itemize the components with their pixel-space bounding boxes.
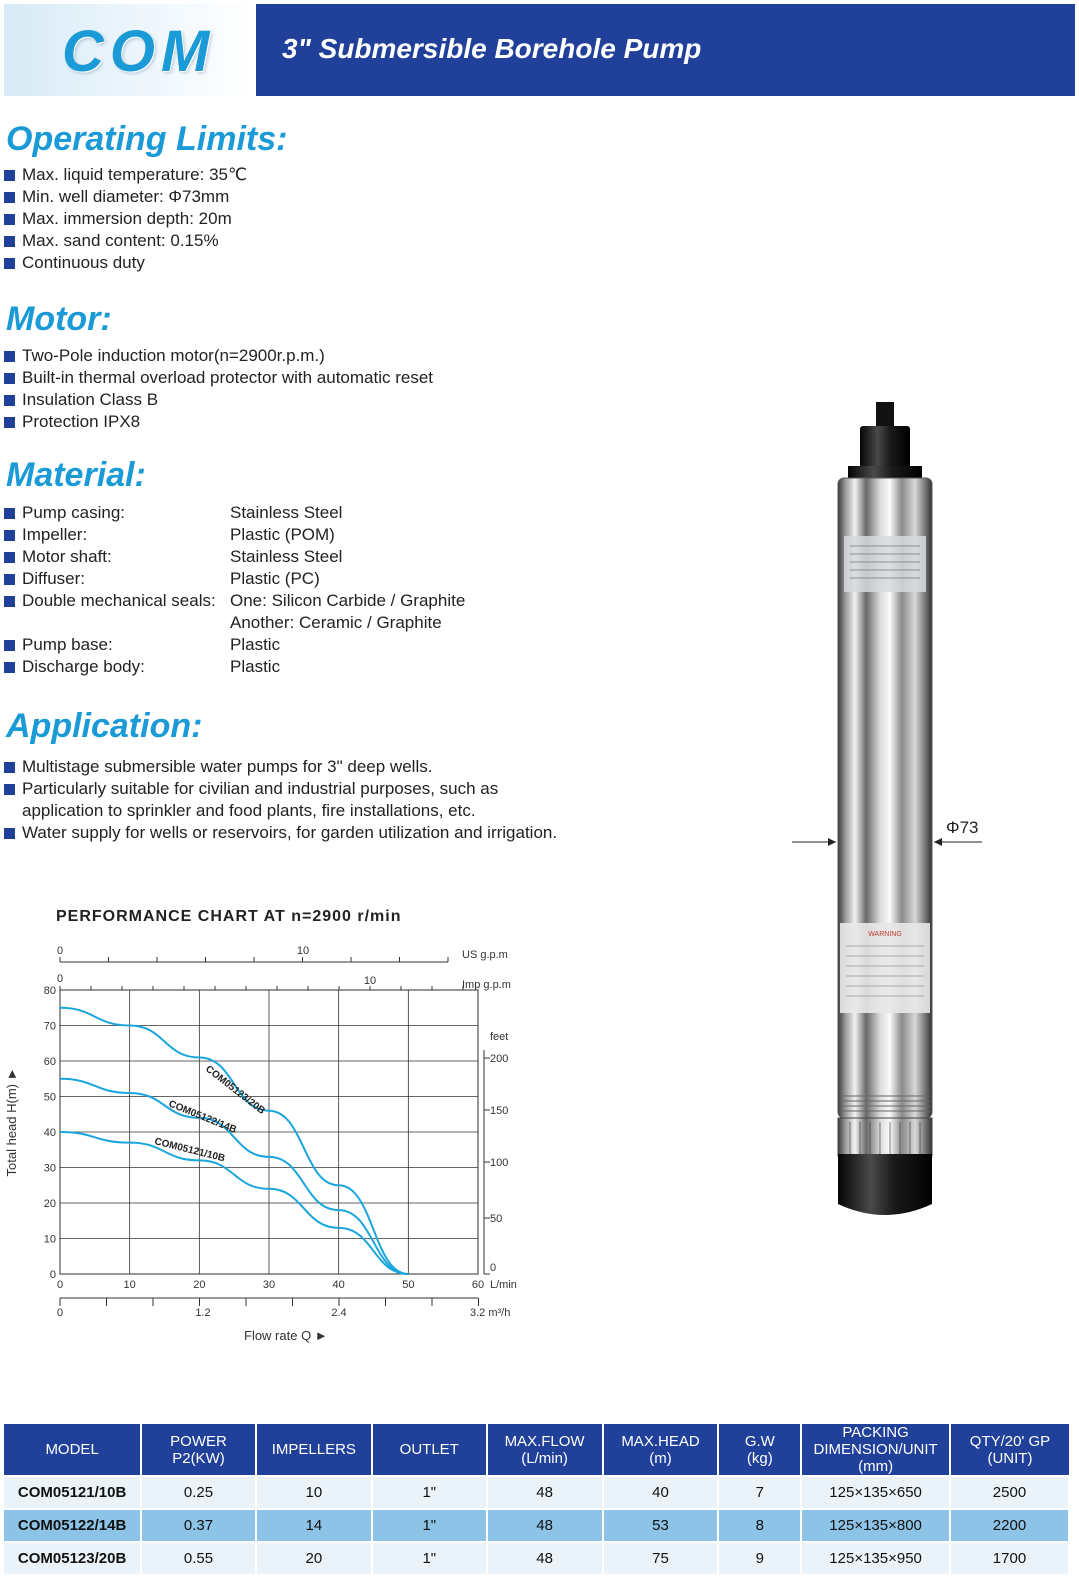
- y-tick-label: 50: [43, 1091, 56, 1104]
- table-cell: 48: [487, 1542, 603, 1574]
- col-header-max-flow: MAX.FLOW (L/min): [487, 1424, 603, 1476]
- x-tick-label: 40: [332, 1279, 345, 1291]
- table-cell: 20: [256, 1542, 372, 1574]
- table-cell: COM05122/14B: [4, 1509, 141, 1542]
- table-cell: 1700: [950, 1542, 1069, 1574]
- y-tick-label: 70: [43, 1020, 56, 1033]
- col-header-impellers: IMPELLERS: [256, 1424, 372, 1476]
- series-label: COM05122/14B: [166, 1098, 239, 1136]
- series-label: COM05121/10B: [153, 1136, 227, 1165]
- list-item: Water supply for wells or reservoirs, for garden utilization and irrigation.: [4, 822, 557, 844]
- table-cell: 40: [603, 1476, 719, 1509]
- x-axis-title: Flow rate Q ►: [244, 1328, 328, 1343]
- pump-base: [838, 1154, 932, 1215]
- x-unit-label: L/min: [490, 1279, 517, 1291]
- col-header-gw: G.W (kg): [718, 1424, 801, 1476]
- m3h-label: 3.2 m³/h: [470, 1307, 511, 1319]
- table-cell: 1": [372, 1509, 487, 1542]
- y-tick-label: 30: [43, 1162, 56, 1175]
- feet-tick-label: 200: [490, 1053, 509, 1065]
- top-cap: [860, 426, 910, 468]
- table-row: [4, 1476, 1069, 1509]
- motor-title: Motor:: [6, 300, 112, 338]
- col-header-max-head: MAX.HEAD (m): [603, 1424, 719, 1476]
- table-cell: 1": [372, 1476, 487, 1509]
- application-title: Application:: [6, 707, 203, 745]
- warning-text: WARNING: [868, 931, 902, 938]
- col-header-outlet: OUTLET: [372, 1424, 487, 1476]
- material-label: Discharge body:: [22, 657, 145, 676]
- chart-labels: [153, 1064, 267, 1165]
- imp-gpm-tick-label: 0: [56, 973, 64, 985]
- us-gpm-label: US g.p.m: [462, 949, 508, 961]
- feet-tick-label: 100: [490, 1157, 509, 1169]
- table-row: [4, 1509, 1069, 1542]
- col-header-qty: QTY/20' GP (UNIT): [950, 1424, 1069, 1476]
- list-item: Two-Pole induction motor(n=2900r.p.m.): [4, 345, 433, 367]
- table-row: [4, 1542, 1069, 1574]
- material-label: Pump casing:: [22, 503, 125, 522]
- diameter-label: Φ73: [946, 818, 979, 837]
- table-cell: COM05123/20B: [4, 1542, 141, 1574]
- material-row: [4, 590, 564, 612]
- material-value: One: Silicon Carbide / Graphite: [230, 591, 466, 610]
- operating-limits-title: Operating Limits:: [6, 120, 288, 158]
- y-tick-label: 80: [43, 985, 56, 997]
- intake-screen: [838, 1118, 932, 1156]
- feet-tick-label: 150: [490, 1105, 509, 1117]
- brand-logo: [4, 4, 254, 96]
- chart-series: [60, 1008, 408, 1274]
- material-row: [4, 656, 564, 678]
- table-cell: 0.25: [141, 1476, 255, 1509]
- chart-axes: [4, 945, 517, 1343]
- list-item: Max. sand content: 0.15%: [4, 230, 247, 252]
- x-tick-label: 10: [123, 1279, 136, 1291]
- motor-list: [4, 345, 433, 433]
- table-cell: 10: [256, 1476, 372, 1509]
- table-cell: 7: [718, 1476, 801, 1509]
- m3h-tick-label: 2.4: [331, 1307, 347, 1319]
- list-item: application to sprinkler and food plants, fire installations, etc.: [22, 801, 476, 820]
- us-gpm-tick-label: 10: [296, 945, 310, 957]
- cable-connector: [876, 402, 894, 428]
- list-item: Max. immersion depth: 20m: [4, 208, 247, 230]
- material-list: [4, 502, 564, 678]
- material-label: Pump base:: [22, 635, 113, 654]
- material-title: Material:: [6, 456, 146, 494]
- col-header-power: POWER P2(KW): [141, 1424, 255, 1476]
- us-gpm-tick-label: 0: [56, 945, 64, 957]
- table-cell: 9: [718, 1542, 801, 1574]
- material-row: [4, 502, 564, 524]
- table-cell: 1": [372, 1542, 487, 1574]
- material-value: Another: Ceramic / Graphite: [230, 613, 442, 632]
- material-row: [4, 612, 564, 634]
- col-header-packing: PACKING DIMENSION/UNIT (mm): [801, 1424, 950, 1476]
- pump-image: [780, 396, 1000, 1226]
- chart-grid: [60, 990, 478, 1274]
- feet-tick-label: 0: [490, 1262, 497, 1274]
- list-item: Min. well diameter: Φ73mm: [4, 186, 247, 208]
- material-value: Plastic: [230, 635, 281, 654]
- y-tick-label: 0: [49, 1269, 56, 1281]
- material-label: Diffuser:: [22, 569, 85, 588]
- table-cell: 8: [718, 1509, 801, 1542]
- x-tick-label: 50: [402, 1279, 415, 1291]
- nameplate-label: [844, 536, 926, 592]
- table-cell: 48: [487, 1476, 603, 1509]
- y-tick-label: 20: [43, 1198, 56, 1210]
- imp-gpm-tick-label: 10: [363, 975, 377, 987]
- m3h-tick-label: 1.2: [195, 1307, 211, 1319]
- material-value: Plastic (PC): [230, 569, 320, 588]
- material-value: Stainless Steel: [230, 503, 343, 522]
- y-tick-label: 60: [43, 1056, 56, 1068]
- material-label: Motor shaft:: [22, 547, 112, 566]
- table-cell: 48: [487, 1509, 603, 1542]
- y-tick-label: 40: [43, 1127, 56, 1139]
- material-row: [4, 524, 564, 546]
- table-cell: 0.37: [141, 1509, 255, 1542]
- x-tick-label: 0: [56, 1279, 64, 1291]
- table-cell: COM05121/10B: [4, 1476, 141, 1509]
- material-row: [4, 634, 564, 656]
- series-label: COM05123/20B: [203, 1063, 267, 1117]
- list-item: Insulation Class B: [4, 389, 433, 411]
- material-row: [4, 546, 564, 568]
- application-list: [4, 756, 557, 844]
- m3h-tick-label: 0: [56, 1307, 64, 1319]
- list-item: Built-in thermal overload protector with automatic reset: [4, 367, 433, 389]
- page-title: 3" Submersible Borehole Pump: [282, 33, 702, 64]
- performance-chart: [0, 930, 560, 1350]
- list-item: Multistage submersible water pumps for 3" deep wells.: [4, 756, 557, 778]
- feet-tick-label: 50: [490, 1213, 503, 1225]
- table-cell: 2200: [950, 1509, 1069, 1542]
- imp-gpm-label: Imp g.p.m: [462, 979, 511, 991]
- material-value: Stainless Steel: [230, 547, 343, 566]
- series-line-com05122-14b: [60, 1079, 408, 1274]
- list-item: Max. liquid temperature: 35℃: [4, 164, 247, 186]
- y-axis-title: Total head H(m) ►: [4, 1067, 19, 1177]
- table-cell: 0.55: [141, 1542, 255, 1574]
- title-bar: [256, 4, 1075, 96]
- list-item: Continuous duty: [4, 252, 247, 274]
- x-tick-label: 60: [471, 1279, 485, 1291]
- table-cell: 2500: [950, 1476, 1069, 1509]
- material-label: Double mechanical seals:: [22, 591, 216, 610]
- chart-title: PERFORMANCE CHART AT n=2900 r/min: [56, 908, 402, 925]
- x-tick-label: 20: [193, 1279, 206, 1291]
- table-cell: 53: [603, 1509, 719, 1542]
- table-cell: 75: [603, 1542, 719, 1574]
- material-label: Impeller:: [22, 525, 88, 544]
- y-tick-label: 10: [43, 1233, 56, 1246]
- material-value: Plastic: [230, 657, 281, 676]
- table-cell: 125×135×950: [801, 1542, 950, 1574]
- spec-table: [4, 1424, 1070, 1574]
- material-row: [4, 568, 564, 590]
- table-cell: 125×135×650: [801, 1476, 950, 1509]
- x-tick-label: 30: [262, 1279, 276, 1291]
- col-header-model: MODEL: [4, 1424, 141, 1476]
- feet-label: feet: [490, 1031, 509, 1043]
- list-item: Particularly suitable for civilian and industrial purposes, such as: [4, 778, 557, 800]
- operating-limits-list: [4, 164, 247, 274]
- table-cell: 14: [256, 1509, 372, 1542]
- list-item: Protection IPX8: [4, 411, 433, 433]
- table-cell: 125×135×800: [801, 1509, 950, 1542]
- material-value: Plastic (POM): [230, 525, 335, 544]
- brand-name: COM: [62, 19, 216, 84]
